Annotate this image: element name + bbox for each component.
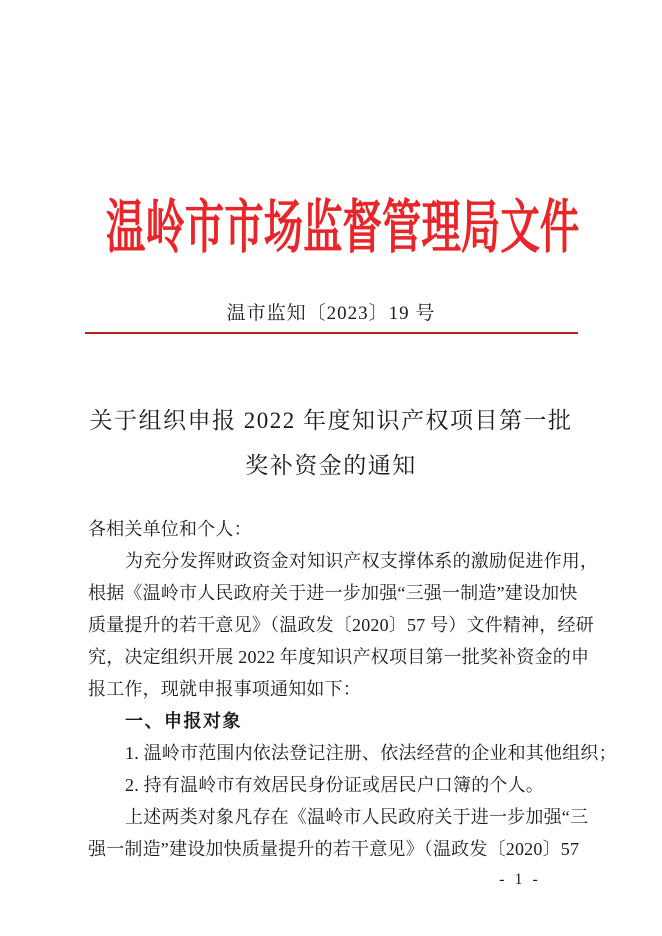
red-divider-line	[85, 332, 578, 334]
agency-name-header: 温岭市市场监督管理局文件	[105, 195, 580, 260]
body-line: 各相关单位和个人：	[88, 519, 252, 539]
body-line: 质量提升的若干意见》（温政发〔2020〕57 号）文件精神，经研	[88, 615, 594, 635]
document-title-line2: 奖补资金的通知	[245, 453, 417, 478]
body-line: 上述两类对象凡存在《温岭市人民政府关于进一步加强“三	[125, 807, 589, 827]
body-line: 究，决定组织开展 2022 年度知识产权项目第一批奖补资金的申	[88, 647, 590, 667]
body-line: 报工作，现就申报事项通知如下：	[88, 679, 361, 699]
body-line: 根据《温岭市人民政府关于进一步加强“三强一制造”建设加快	[88, 583, 578, 603]
document-body	[88, 513, 617, 865]
body-line: 为充分发挥财政资金对知识产权支撑体系的激励促进作用，	[125, 551, 599, 571]
body-line: 1. 温岭市范围内依法登记注册、依法经营的企业和其他组织；	[125, 743, 617, 763]
document-title	[40, 398, 622, 488]
page-number: - 1 -	[499, 871, 541, 888]
document-number: 温市监知〔2023〕19 号	[226, 303, 436, 324]
body-line: 2. 持有温岭市有效居民身份证或居民户口簿的个人。	[125, 775, 544, 795]
body-line: 强一制造”建设加快质量提升的若干意见》（温政发〔2020〕57	[88, 839, 580, 859]
body-section-heading: 一、申报对象	[125, 711, 242, 731]
document-title-line1: 关于组织申报 2022 年度知识产权项目第一批	[89, 408, 573, 433]
